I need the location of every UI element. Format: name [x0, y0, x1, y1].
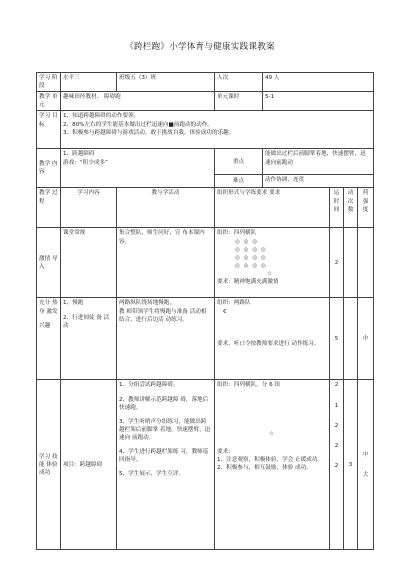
header-organization: 组织形式与学练要求 要求 [215, 188, 330, 228]
content-item: 游戏：“积少成多” [63, 159, 108, 166]
formation-row: ◎ ◎ ◎ ◎ [235, 246, 267, 253]
activate-content [61, 298, 117, 380]
process-header-row [37, 188, 374, 228]
goal-item: 2、80%左右的学生能基本做出过栏迅速向■前跑动的动作。 [63, 121, 213, 128]
learn-method-line: 5、学生展示，学生互评。 [119, 471, 185, 478]
learn-method-line: 1、分组尝试跨越障碍。 [119, 382, 179, 389]
activate-row [37, 298, 374, 380]
warmup-process: 激情 导入 [37, 228, 61, 298]
learn-time-value: 2 [334, 382, 339, 389]
period-value: 5-1 [263, 92, 374, 111]
level-label: 学习 阶段 [37, 73, 61, 92]
difficulty-label: 难点 [215, 175, 263, 188]
goals-row [37, 111, 374, 149]
learn-time-value: 2 [334, 442, 339, 449]
activate-method-line: 教 师带领学生将慢跑与准备 活动相结合，进行后边活 动练习。 [119, 308, 207, 323]
activate-content-item: 2、行进间徒 备 活动 [63, 314, 110, 329]
lesson-plan-table [36, 72, 374, 550]
learn-org-title: 组织：四列横队，分 6 组 [217, 382, 281, 389]
learn-time-value: 1 [334, 402, 339, 409]
learn-requirement-line: 2、积极参与，相互鼓励，体验 成功。 [217, 464, 312, 471]
difficulty-value: 动作协调、连贯 [263, 175, 374, 188]
goals-list [61, 111, 374, 149]
info-row-level [37, 73, 374, 92]
warmup-organization [215, 228, 330, 298]
key-value: 能做出过栏后前脚掌着地，快速摆臂，迅速向前跑动 [263, 149, 374, 175]
unit-value: 趣味田径教材、 障碍跑 [61, 92, 215, 111]
activate-mark: € [223, 308, 227, 315]
activate-time: 5 [330, 298, 344, 380]
learn-process: 学习 技能 体验 成功 [37, 380, 61, 550]
learn-times [330, 380, 344, 550]
activate-intensity: 中 [358, 298, 374, 380]
level-value: 水平三 [61, 73, 117, 92]
learn-method-line: 4、学生进行跨越栏架练 习，教师巡回指导。 [119, 449, 209, 464]
teacher-star-icon: ☆ [267, 270, 273, 277]
formation-row: ◎ ◎ ◎ ◎ [235, 254, 267, 261]
learn-intensity-value: 大 [362, 471, 369, 478]
warmup-row [37, 228, 374, 298]
learn-organization [215, 380, 330, 550]
activate-organization [215, 298, 330, 380]
count-value: 49 人 [263, 73, 374, 92]
warmup-formation [217, 238, 327, 270]
activate-process-a: 充分 热身 激发 [39, 300, 58, 315]
activate-process-b: 兴趣 [39, 322, 51, 329]
header-time: 运时间 [330, 188, 344, 228]
learn-time-value: 2 [334, 422, 339, 429]
period-label: 单元课时 [215, 92, 263, 111]
activate-org-title: 组织：两路队 [217, 300, 251, 307]
learn-method [117, 380, 215, 550]
learn-intensity-value: 中 [362, 451, 369, 458]
warmup-content: 课堂常规 [61, 228, 117, 298]
learn-time-value: 2 [334, 462, 339, 469]
learn-row [37, 380, 374, 550]
warmup-requirement: 要求：精神饱满充满激情 [217, 279, 279, 286]
content-label: 教学 内容 [37, 149, 61, 188]
header-content: 学习内容 [61, 188, 117, 228]
unit-label: 教学 单元 [37, 92, 61, 111]
content-list [61, 149, 215, 188]
header-times: 动次数 [344, 188, 358, 228]
activate-content-item: 1、慢跑 [63, 300, 84, 307]
header-method: 教与学活动 [117, 188, 215, 228]
count-label: 人次 [215, 73, 263, 92]
learn-method-line: 3、学生听哨声分组练习，能做出跨越栏架后前脚掌 着地，快速摆臂，迅速向 前跑动。 [119, 418, 211, 441]
learn-content: 项目：跨越障碍 [61, 380, 117, 550]
warmup-method: 集合整队，师生问好，宣 布本课内容。 [117, 228, 215, 298]
learn-requirement-line: 1、注意观察，积极体验，学会 止缓成功。 [217, 456, 324, 463]
activate-method-line: 两路纵队绕场地慢跑， [119, 300, 175, 307]
goal-item: 1、知道跨越障碍的动作要领。 [63, 113, 140, 120]
goals-label: 学习 目标 [37, 111, 61, 149]
learn-method-line: 2、教师讲解示范跨越障 碍，落地后快速跑。 [119, 396, 209, 411]
info-row-unit [37, 92, 374, 111]
learn-requirement-line: 要求： [217, 448, 234, 455]
learn-count: 3 [344, 380, 358, 550]
learn-intensity [358, 380, 374, 550]
activate-method [117, 298, 215, 380]
class-label: 班级五（3）班 [117, 73, 215, 92]
header-process: 教学 过程 [37, 188, 61, 228]
key-label: 重点 [215, 149, 263, 175]
formation-row: ◎ ◎ ◎ [235, 238, 259, 245]
page-title: 《跨栏跑》小学体育与健康实践课教案 [125, 42, 275, 52]
goal-item: 3、积极参与跨越障碍与游戏活动，敢于挑战自我，体验成功的乐趣。 [63, 129, 235, 136]
content-item: 1、跨越障碍 [63, 151, 95, 158]
formation-row: ◎ ◎ ◎ ◎ [235, 262, 267, 269]
header-intensity: 荷强度 [358, 188, 374, 228]
warmup-org-title: 组织：四列横队 [217, 230, 257, 237]
activate-requirement: 要求，听口令按教师要求进行 动作练习。 [217, 340, 320, 347]
activate-process [37, 298, 61, 380]
teacher-star-icon: ☆ [269, 430, 275, 437]
content-row [37, 149, 374, 175]
warmup-time: 2 [330, 228, 344, 298]
